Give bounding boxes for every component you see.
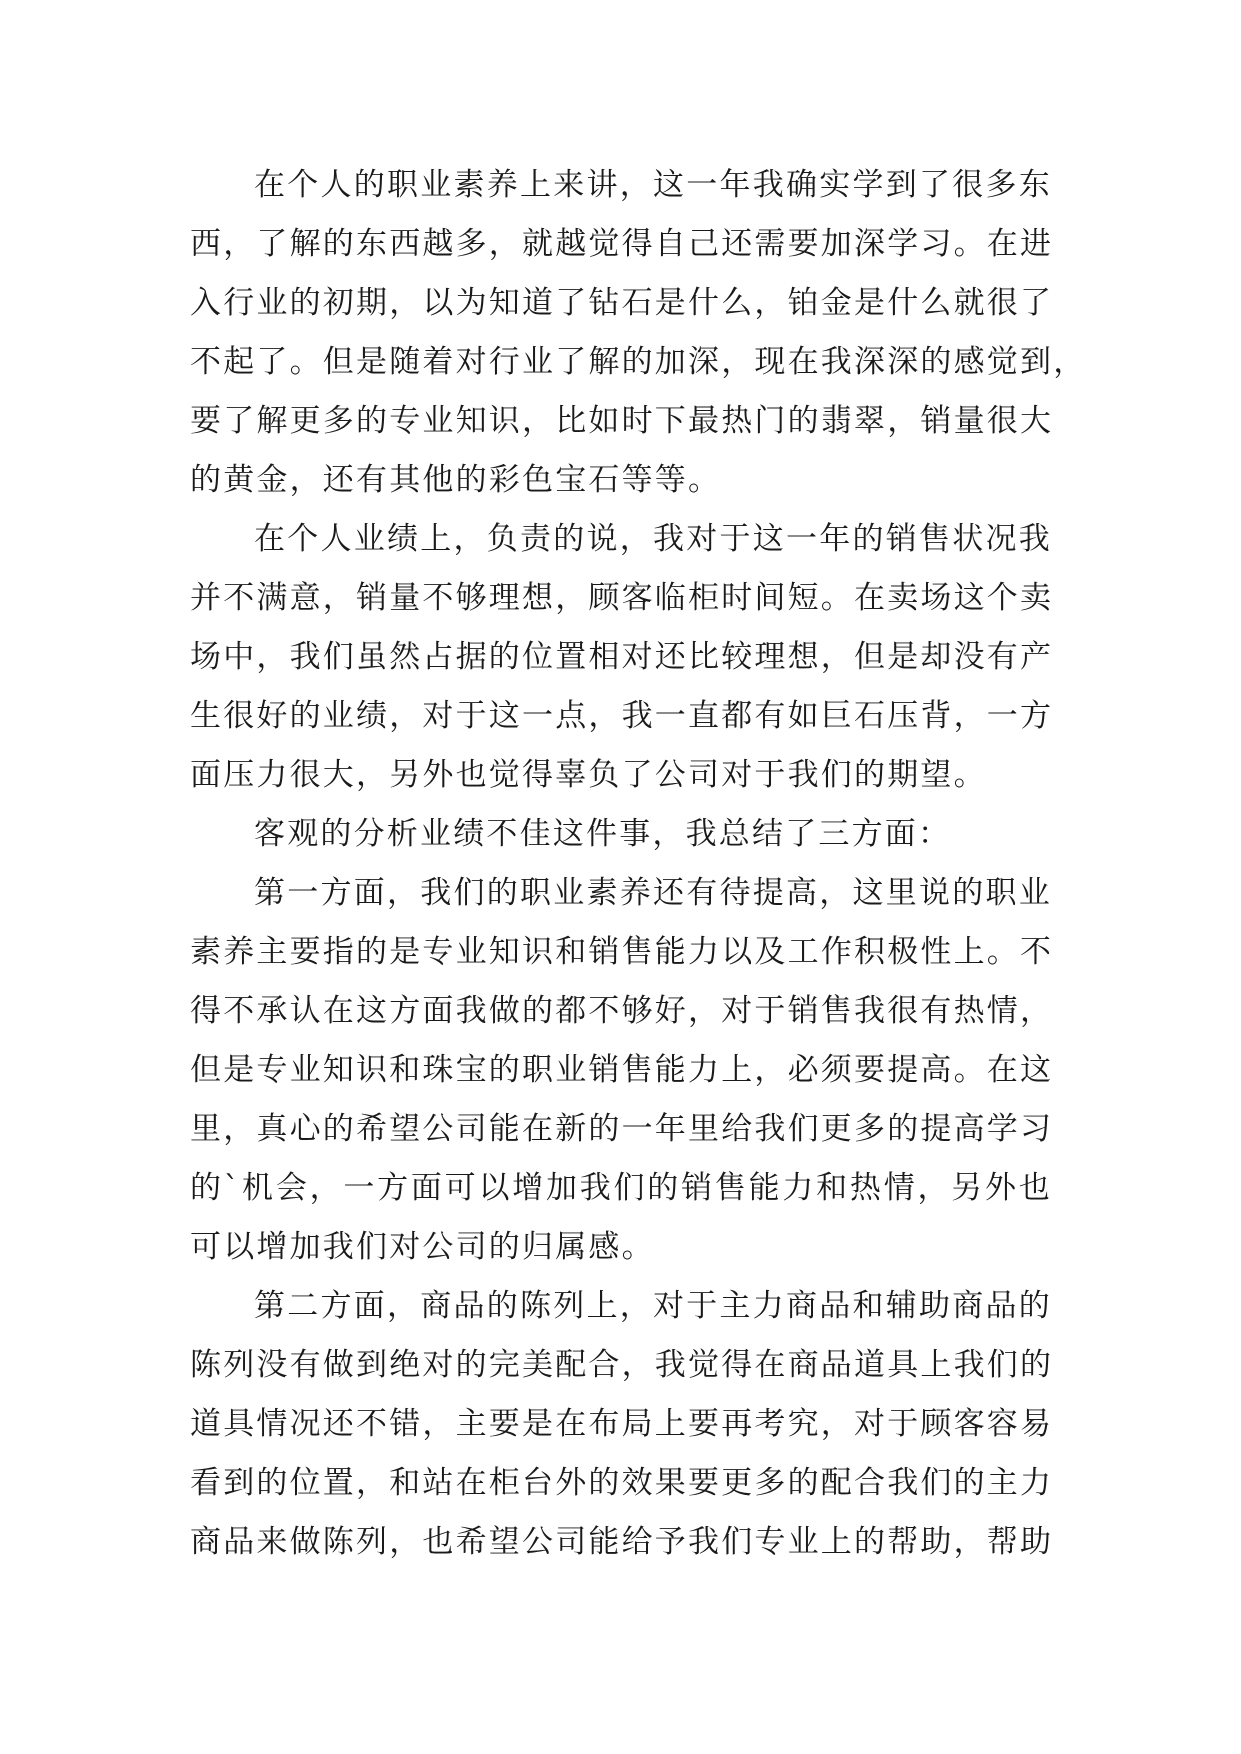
paragraph-line: 里，真心的希望公司能在新的一年里给我们更多的提高学习 xyxy=(190,1111,1054,1147)
paragraph-line: 的`机会，一方面可以增加我们的销售能力和热情，另外也 xyxy=(190,1170,1052,1206)
paragraph-line: 在个人业绩上，负责的说，我对于这一年的销售状况我 xyxy=(254,521,1052,557)
paragraph-line: 得不承认在这方面我做的都不够好，对于销售我很有热情， xyxy=(190,993,1054,1029)
paragraph-line: 第二方面，商品的陈列上，对于主力商品和辅助商品的 xyxy=(254,1288,1052,1324)
paragraph-line: 场中，我们虽然占据的位置相对还比较理想，但是却没有产 xyxy=(190,639,1054,675)
paragraph-line: 的黄金，还有其他的彩色宝石等等。 xyxy=(190,462,722,498)
paragraph-line: 并不满意，销量不够理想，顾客临柜时间短。在卖场这个卖 xyxy=(190,580,1054,616)
paragraph-line: 道具情况还不错，主要是在布局上要再考究，对于顾客容易 xyxy=(190,1406,1054,1442)
paragraph-line: 但是专业知识和珠宝的职业销售能力上，必须要提高。在这 xyxy=(190,1052,1054,1088)
paragraph-line: 不起了。但是随着对行业了解的加深，现在我深深的感觉到， xyxy=(190,344,1087,380)
paragraph-line: 在个人的职业素养上来讲，这一年我确实学到了很多东 xyxy=(254,167,1052,203)
paragraph-line: 素养主要指的是专业知识和销售能力以及工作积极性上。不 xyxy=(190,934,1054,970)
paragraph-line: 西，了解的东西越多，就越觉得自己还需要加深学习。在进 xyxy=(190,226,1054,262)
paragraph-line: 商品来做陈列，也希望公司能给予我们专业上的帮助，帮助 xyxy=(190,1524,1054,1560)
paragraph-line: 客观的分析业绩不佳这件事，我总结了三方面： xyxy=(254,816,952,852)
paragraph-line: 入行业的初期，以为知道了钻石是什么，铂金是什么就很了 xyxy=(190,285,1054,321)
paragraph-line: 面压力很大，另外也觉得辜负了公司对于我们的期望。 xyxy=(190,757,987,793)
paragraph-line: 看到的位置，和站在柜台外的效果要更多的配合我们的主力 xyxy=(190,1465,1054,1501)
paragraph-line: 陈列没有做到绝对的完美配合，我觉得在商品道具上我们的 xyxy=(190,1347,1054,1383)
body-text xyxy=(190,156,1087,1572)
paragraph-line: 可以增加我们对公司的归属感。 xyxy=(190,1229,655,1265)
paragraph-line: 生很好的业绩，对于这一点，我一直都有如巨石压背，一方 xyxy=(190,698,1054,734)
paragraph-line: 第一方面，我们的职业素养还有待提高，这里说的职业 xyxy=(254,875,1052,911)
paragraph-line: 要了解更多的专业知识，比如时下最热门的翡翠，销量很大 xyxy=(190,403,1054,439)
